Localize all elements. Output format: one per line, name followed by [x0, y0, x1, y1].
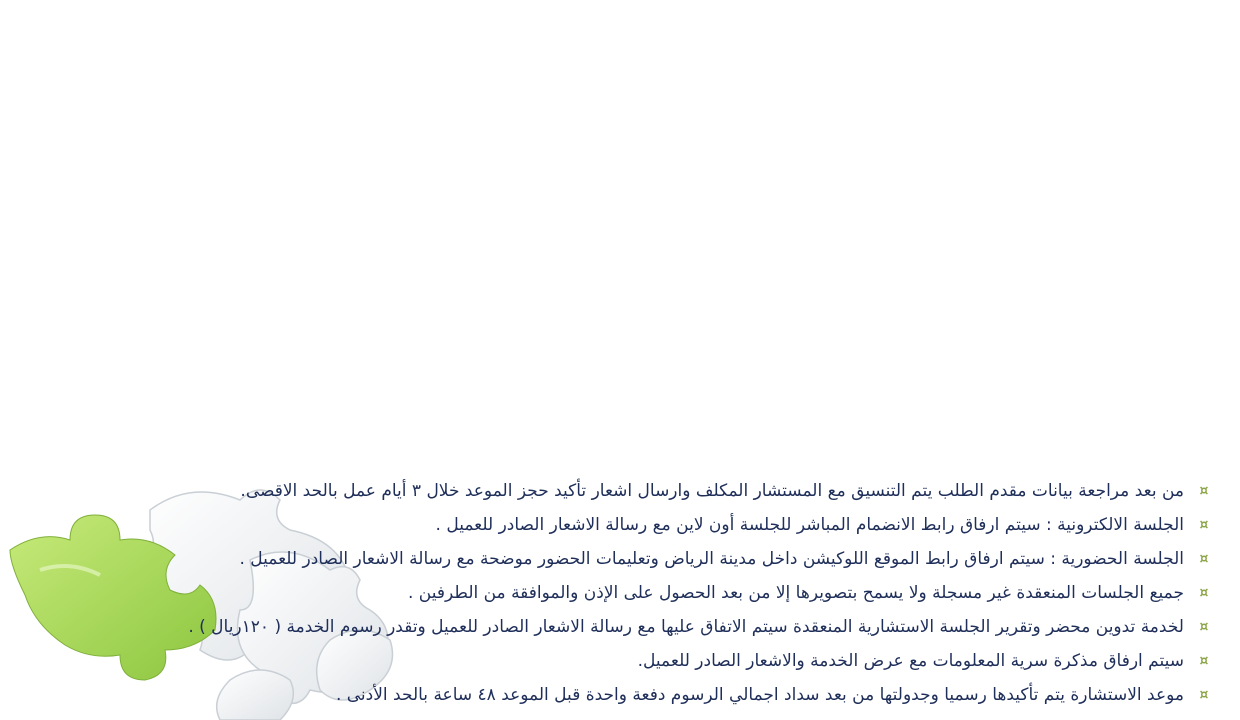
bullet-icon: ¤ [1199, 585, 1209, 601]
list-item-text: لخدمة تدوين محضر وتقرير الجلسة الاستشارية المنعقدة سيتم الاتفاق عليها مع رسالة الاشعار الصادر للعميل وتقدر رسوم الخدمة ( ١٢٠ريال ) . [188, 617, 1184, 637]
list-item-text: جميع الجلسات المنعقدة غير مسجلة ولا يسمح بتصويرها إلا من بعد الحصول على الإذن والموافقة من الطرفين . [407, 583, 1184, 603]
list-item-text: الجلسة الحضورية : سيتم ارفاق رابط الموقع اللوكيشن داخل مدينة الرياض وتعليمات الحضور موضحة مع رسالة الاشعار الصادر للعميل . [239, 549, 1184, 569]
list-item [58, 508, 1218, 542]
bullet-icon: ¤ [1199, 619, 1209, 635]
list-item-text: موعد الاستشارة يتم تأكيدها رسميا وجدولتها من بعد سداد اجمالي الرسوم دفعة واحدة قبل الموعد ٤٨ ساعة بالحد الأدنى . [335, 685, 1184, 705]
list-item [58, 610, 1218, 644]
bullet-icon: ¤ [1199, 483, 1209, 499]
bullet-icon: ¤ [1199, 687, 1209, 703]
list-item [58, 542, 1218, 576]
list-item [58, 678, 1218, 712]
list-item-text: الجلسة الالكترونية : سيتم ارفاق رابط الانضمام المباشر للجلسة أون لاين مع رسالة الاشعار الصادر للعميل . [435, 515, 1184, 535]
list-item [58, 576, 1218, 610]
list-item-text: من بعد مراجعة بيانات مقدم الطلب يتم التنسيق مع المستشار المكلف وارسال اشعار تأكيد حجز الموعد خلال ٣ أيام عمل بالحد الاقصى. [240, 481, 1184, 501]
bullet-icon: ¤ [1199, 551, 1209, 567]
bullet-icon: ¤ [1199, 653, 1209, 669]
list-item [58, 644, 1218, 678]
bullet-icon: ¤ [1199, 517, 1209, 533]
terms-list [58, 474, 1218, 712]
list-item [58, 474, 1218, 508]
list-item-text: سيتم ارفاق مذكرة سرية المعلومات مع عرض الخدمة والاشعار الصادر للعميل. [637, 651, 1184, 671]
